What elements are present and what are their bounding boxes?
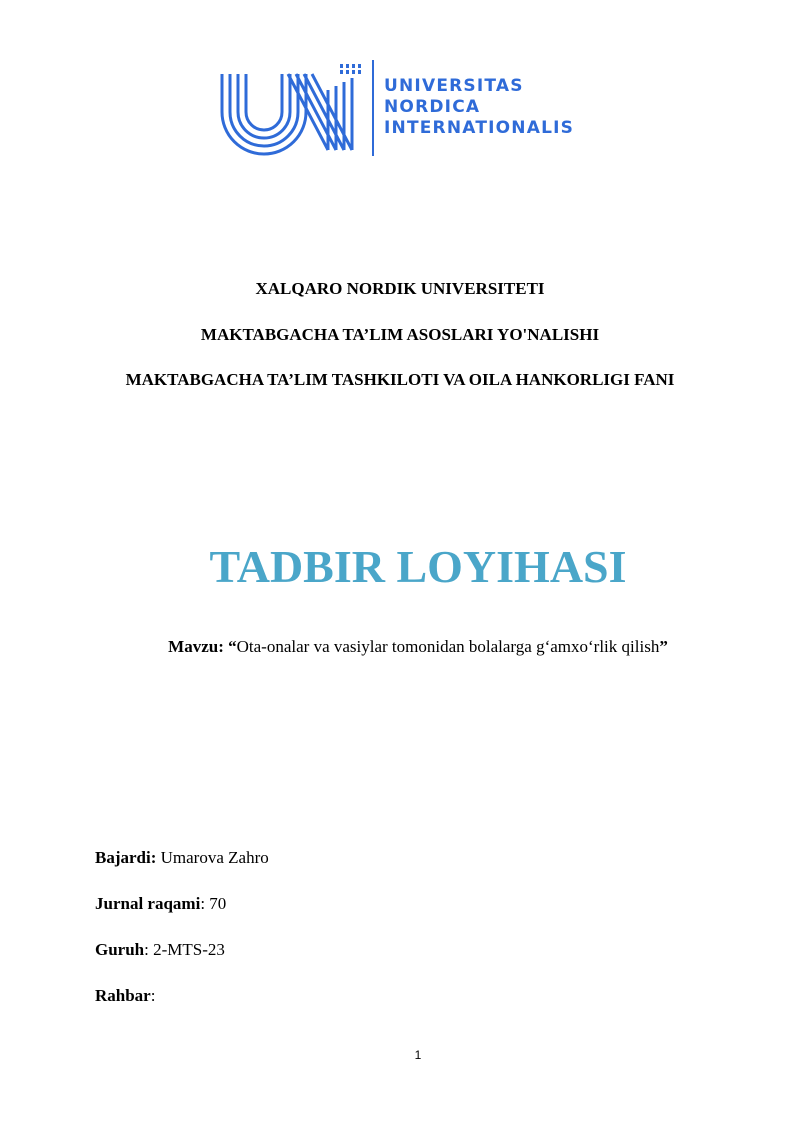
logo-line: NORDICA bbox=[384, 97, 481, 117]
info-label: Rahbar bbox=[95, 986, 151, 1005]
info-group bbox=[95, 940, 225, 960]
topic-close-quote: ” bbox=[659, 637, 668, 656]
topic-line bbox=[0, 637, 800, 657]
topic-open-quote: “ bbox=[228, 637, 237, 656]
info-label: Guruh bbox=[95, 940, 145, 959]
logo-line: INTERNATIONALIS bbox=[384, 118, 575, 138]
logo-wordmark bbox=[384, 76, 574, 139]
info-journal-number bbox=[95, 894, 226, 914]
topic-text: Ota-onalar va vasiylar tomonidan bolalarga g‘amxo‘rlik qilish bbox=[236, 637, 660, 656]
university-logo bbox=[218, 60, 598, 156]
info-value: Umarova Zahro bbox=[156, 848, 269, 867]
info-value: : bbox=[150, 986, 156, 1005]
course-name: MAKTABGACHA TA’LIM TASHKILOTI VA OILA HANKORLIGI FANI bbox=[125, 370, 675, 389]
logo-line: UNIVERSITAS bbox=[384, 76, 524, 96]
info-value: : 2-MTS-23 bbox=[144, 940, 225, 959]
document-title: TADBIR LOYIHASI bbox=[209, 541, 627, 592]
info-label: Bajardi: bbox=[95, 848, 157, 867]
info-label: Jurnal raqami bbox=[95, 894, 201, 913]
topic-label: Mavzu: bbox=[168, 637, 224, 656]
info-supervisor bbox=[95, 986, 155, 1006]
info-value: : 70 bbox=[200, 894, 227, 913]
department-name: MAKTABGACHA TA’LIM ASOSLARI YO'NALISHI bbox=[200, 325, 600, 344]
page-number: 1 bbox=[414, 1048, 422, 1062]
info-performer bbox=[95, 848, 269, 868]
uni-emblem-icon bbox=[218, 60, 378, 156]
university-name: XALQARO NORDIK UNIVERSITETI bbox=[255, 279, 545, 298]
